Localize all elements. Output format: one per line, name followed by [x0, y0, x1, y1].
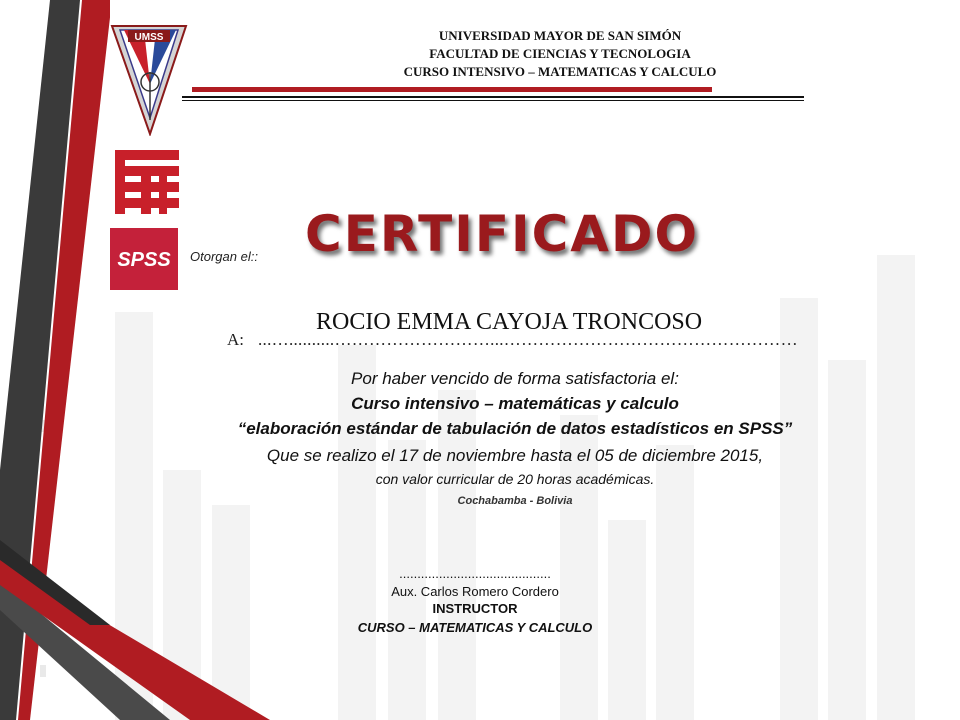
bg-bar [780, 298, 818, 720]
spss-logo-label: SPSS [117, 249, 171, 271]
faculty-name: FACULTAD DE CIENCIAS Y TECNOLOGIA [429, 46, 691, 61]
signer-course: CURSO – MATEMATICAS Y CALCULO [357, 620, 593, 635]
body-line-2: Curso intensivo – matemáticas y calculo [351, 394, 679, 413]
signer-role: INSTRUCTOR [432, 601, 518, 616]
recipient-prefix: A: [227, 330, 244, 349]
recipient-name: ROCIO EMMA CAYOJA TRONCOSO [316, 309, 703, 335]
header-red-rule [192, 87, 712, 92]
university-name: UNIVERSIDAD MAYOR DE SAN SIMÓN [438, 28, 682, 43]
signature-line: .......................................... [399, 566, 551, 581]
bottom-decorative-stripes [0, 540, 300, 720]
otorgan-label: Otorgan el:: [190, 249, 258, 264]
body-line-4: Que se realizo el 17 de noviembre hasta el 05 de diciembre 2015, [266, 446, 764, 465]
bg-bar [828, 360, 866, 720]
header-black-rule-2 [182, 100, 804, 101]
umss-logo-label: UMSS [134, 32, 164, 43]
body-line-1: Por haber vencido de forma satisfactoria el: [351, 369, 679, 388]
header-black-rule [182, 96, 804, 98]
signer-name: Aux. Carlos Romero Cordero [391, 584, 559, 599]
faculty-emblem-logo [113, 148, 181, 216]
body-line-5: con valor curricular de 20 horas académicas. [375, 471, 655, 487]
umss-shield-logo [110, 24, 188, 136]
bg-bar [438, 390, 476, 720]
location-text: Cochabamba - Bolivia [457, 495, 573, 507]
certificate-title: CERTIFICADO [305, 205, 699, 263]
course-name: CURSO INTENSIVO – MATEMATICAS Y CALCULO [403, 64, 717, 79]
spss-logo [110, 228, 178, 290]
recipient-dotted-line: ...…..........………………………...…………………………………………… [258, 330, 798, 349]
body-line-3: “elaboración estándar de tabulación de datos estadísticos en SPSS” [237, 419, 793, 438]
bg-bar [877, 255, 915, 720]
